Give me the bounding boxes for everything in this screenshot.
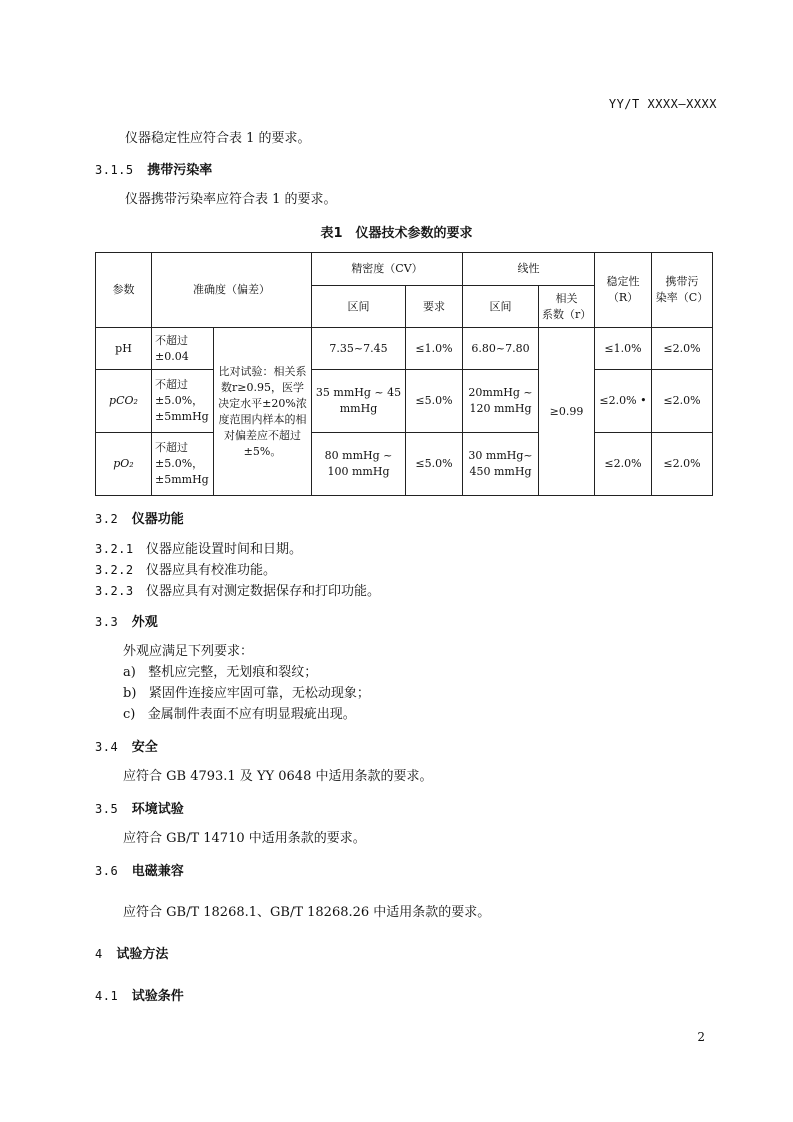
section-title: 环境试验 — [131, 802, 184, 817]
section-title: 仪器功能 — [131, 512, 184, 527]
header-linearity: 线性 — [463, 253, 595, 286]
section-number: 4 — [95, 947, 103, 961]
stability-cell: ≤1.0% — [595, 328, 652, 370]
section-title: 试验方法 — [116, 947, 169, 962]
comparison-note-cell: 比对试验：相关系数r≥0.95，医学决定水平±20%浓度范围内样本的相对偏差应不超过±5%。 — [214, 328, 312, 496]
list-item — [123, 664, 317, 682]
param-cell: pO₂ — [96, 433, 152, 496]
section-3-6-heading — [95, 862, 184, 881]
linearity-interval-cell: 30 mmHg~ 450 mmHg — [463, 433, 539, 496]
page-number: 2 — [697, 1030, 705, 1044]
carryover-cell: ≤2.0% — [652, 433, 713, 496]
header-correlation — [539, 286, 595, 328]
appearance-intro: 外观应满足下列要求： — [123, 644, 254, 659]
section-number: 3.4 — [95, 740, 119, 754]
stability-symbol: （R） — [607, 291, 639, 304]
stability-requirement-text: 仪器稳定性应符合表 1 的要求。 — [125, 131, 311, 146]
carryover-symbol: 染率（C） — [655, 291, 709, 304]
linearity-interval-cell: 6.80~7.80 — [463, 328, 539, 370]
section-number: 4.1 — [95, 989, 119, 1003]
param-cell: pH — [96, 328, 152, 370]
linearity-interval-cell: 20mmHg ~ 120 mmHg — [463, 370, 539, 433]
section-number: 3.1.5 — [95, 163, 134, 177]
precision-interval-cell: 7.35~7.45 — [312, 328, 406, 370]
section-number: 3.6 — [95, 864, 119, 878]
emc-text: 应符合 GB/T 18268.1、GB/T 18268.26 中适用条款的要求。 — [123, 905, 491, 920]
section-title: 试验条件 — [131, 989, 184, 1004]
carryover-requirement-text: 仪器携带污染率应符合表 1 的要求。 — [125, 192, 337, 207]
section-3-1-5-heading — [95, 161, 212, 180]
carryover-cell: ≤2.0% — [652, 328, 713, 370]
correlation-label: 相关 — [555, 291, 578, 305]
list-label: c) — [123, 707, 136, 722]
header-linearity-interval: 区间 — [463, 286, 539, 328]
stability-cell: ≤2.0% — [595, 433, 652, 496]
list-label: a) — [123, 665, 136, 680]
section-3-4-heading — [95, 738, 158, 757]
header-stability — [595, 253, 652, 328]
section-4-1-heading — [95, 987, 184, 1006]
clause-3-2-1 — [95, 540, 302, 559]
clause-text: 仪器应具有校准功能。 — [146, 563, 277, 578]
safety-text: 应符合 GB 4793.1 及 YY 0648 中适用条款的要求。 — [123, 769, 433, 784]
stability-cell: ≤2.0% • — [595, 370, 652, 433]
carryover-cell: ≤2.0% — [652, 370, 713, 433]
section-title: 电磁兼容 — [131, 864, 184, 879]
header-accuracy: 准确度（偏差） — [152, 253, 312, 328]
document-code: YY/T XXXX—XXXX — [608, 97, 717, 111]
clause-3-2-3 — [95, 582, 380, 601]
clause-number: 3.2.2 — [95, 563, 134, 577]
precision-requirement-cell: ≤5.0% — [406, 433, 463, 496]
list-text: 金属制件表面不应有明显瑕疵出现。 — [147, 707, 356, 722]
clause-text: 仪器应能设置时间和日期。 — [146, 542, 303, 557]
stability-label: 稳定性 — [606, 275, 640, 288]
header-precision-interval: 区间 — [312, 286, 406, 328]
clause-number: 3.2.3 — [95, 584, 134, 598]
header-precision: 精密度（CV） — [312, 253, 463, 286]
precision-interval-cell: 35 mmHg ~ 45 mmHg — [312, 370, 406, 433]
clause-text: 仪器应具有对测定数据保存和打印功能。 — [146, 584, 381, 599]
section-3-2-heading — [95, 510, 184, 529]
section-3-3-heading — [95, 613, 158, 632]
section-number: 3.5 — [95, 802, 119, 816]
header-precision-requirement: 要求 — [406, 286, 463, 328]
table-row — [96, 328, 713, 370]
environment-text: 应符合 GB/T 14710 中适用条款的要求。 — [123, 831, 366, 846]
section-title: 外观 — [131, 615, 158, 630]
clause-3-2-2 — [95, 561, 276, 580]
table-row — [96, 433, 713, 496]
precision-requirement-cell: ≤1.0% — [406, 328, 463, 370]
header-carryover — [652, 253, 713, 328]
list-text: 紧固件连接应牢固可靠，无松动现象； — [148, 686, 370, 701]
technical-parameters-table — [95, 252, 713, 496]
section-number: 3.2 — [95, 512, 119, 526]
header-param: 参数 — [96, 253, 152, 328]
section-title: 安全 — [131, 740, 158, 755]
list-text: 整机应完整，无划痕和裂纹； — [148, 665, 318, 680]
accuracy-cell: 不超过±0.04 — [152, 328, 214, 370]
section-3-5-heading — [95, 800, 184, 819]
param-cell: pCO₂ — [96, 370, 152, 433]
accuracy-cell: 不超过±5.0%，±5mmHg — [152, 433, 214, 496]
precision-requirement-cell: ≤5.0% — [406, 370, 463, 433]
precision-interval-cell: 80 mmHg ~ 100 mmHg — [312, 433, 406, 496]
correlation-value-cell: ≥0.99 — [539, 328, 595, 496]
table-caption: 表1 仪器技术参数的要求 — [320, 226, 473, 241]
list-item — [123, 685, 370, 703]
accuracy-cell: 不超过±5.0%，±5mmHg — [152, 370, 214, 433]
clause-number: 3.2.1 — [95, 542, 134, 556]
section-number: 3.3 — [95, 615, 119, 629]
table-row — [96, 370, 713, 433]
section-4-heading — [95, 945, 168, 964]
correlation-symbol: 系数（r） — [542, 307, 592, 321]
table-header-row — [96, 253, 713, 286]
carryover-label: 携带污 — [665, 275, 699, 288]
list-label: b) — [123, 686, 137, 701]
list-item — [123, 706, 356, 724]
section-title: 携带污染率 — [147, 163, 213, 178]
